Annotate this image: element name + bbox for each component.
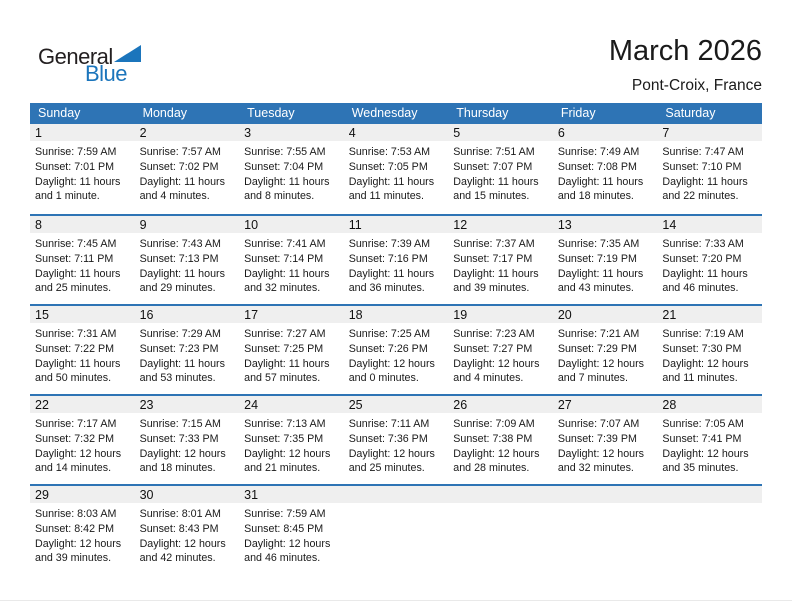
- daylight-text: Daylight: 12 hours: [139, 447, 226, 460]
- daylight-cont-text: and 25 minutes.: [35, 282, 112, 295]
- day-number: 4: [348, 126, 356, 140]
- sunrise-text: Sunrise: 7:29 AM: [139, 328, 221, 340]
- day-cell: [553, 124, 658, 214]
- sunset-text: Sunset: 8:43 PM: [139, 522, 219, 535]
- day-cell-body: [344, 413, 449, 476]
- day-number-band: [344, 216, 449, 233]
- daylight-cont-text: and 14 minutes.: [35, 462, 112, 475]
- day-number-band: [30, 216, 135, 233]
- daylight-cont-text: and 46 minutes.: [244, 552, 321, 565]
- weekday-cell: Monday: [142, 106, 188, 120]
- day-number-band: [30, 486, 135, 503]
- day-cell-body: [135, 413, 240, 476]
- sunrise-text: Sunrise: 7:27 AM: [244, 328, 326, 340]
- sunrise-text: Sunrise: 7:39 AM: [348, 238, 431, 250]
- day-cell-body: [553, 503, 658, 507]
- daylight-text: Daylight: 11 hours: [35, 175, 121, 188]
- daylight-text: Daylight: 11 hours: [662, 267, 748, 280]
- daylight-cont-text: and 57 minutes.: [244, 372, 321, 385]
- day-number-band: [239, 306, 344, 323]
- sunset-text: Sunset: 7:27 PM: [453, 342, 533, 355]
- day-cell: [239, 486, 344, 574]
- day-cell: [344, 486, 449, 574]
- daylight-text: Daylight: 12 hours: [662, 447, 749, 460]
- weekday-cell: Thursday: [456, 106, 509, 120]
- day-number: 5: [453, 126, 461, 140]
- daylight-text: Daylight: 11 hours: [139, 357, 225, 370]
- sunset-text: Sunset: 7:25 PM: [244, 342, 324, 355]
- day-number: 17: [244, 308, 259, 322]
- week-row: [30, 484, 762, 574]
- day-cell-body: [657, 233, 762, 296]
- day-cell: [30, 124, 135, 214]
- day-cell: [657, 124, 762, 214]
- sunrise-text: Sunrise: 7:41 AM: [244, 238, 326, 250]
- day-cell-body: [30, 141, 135, 204]
- day-number-band: [657, 306, 762, 323]
- day-number: 9: [139, 218, 147, 232]
- daylight-text: Daylight: 12 hours: [453, 447, 540, 460]
- daylight-cont-text: and 21 minutes.: [244, 462, 321, 475]
- day-number-band: [239, 124, 344, 141]
- day-number: 28: [662, 398, 677, 412]
- day-number-band: [135, 216, 240, 233]
- daylight-text: Daylight: 11 hours: [139, 267, 225, 280]
- day-number-band: [30, 396, 135, 413]
- sunset-text: Sunset: 7:38 PM: [453, 432, 533, 445]
- daylight-cont-text: and 11 minutes.: [662, 372, 738, 385]
- sunset-text: Sunset: 7:36 PM: [348, 432, 428, 445]
- sunrise-text: Sunrise: 7:59 AM: [244, 508, 326, 520]
- daylight-text: Daylight: 11 hours: [557, 175, 644, 188]
- weekday-cell: Sunday: [38, 106, 81, 120]
- calendar-weeks: [30, 124, 762, 574]
- day-cell: [30, 396, 135, 484]
- day-cell-body: [239, 323, 344, 386]
- sunset-text: Sunset: 7:32 PM: [35, 432, 115, 445]
- day-cell: [448, 396, 553, 484]
- sunrise-text: Sunrise: 7:55 AM: [244, 146, 326, 158]
- day-cell: [344, 396, 449, 484]
- sunset-text: Sunset: 7:22 PM: [35, 342, 115, 355]
- day-number: 29: [35, 488, 49, 502]
- daylight-cont-text: and 15 minutes.: [453, 190, 530, 203]
- daylight-text: Daylight: 11 hours: [348, 175, 435, 188]
- daylight-text: Daylight: 11 hours: [139, 175, 225, 188]
- daylight-cont-text: and 4 minutes.: [453, 372, 524, 385]
- day-cell-body: [553, 233, 658, 296]
- daylight-cont-text: and 46 minutes.: [662, 282, 739, 295]
- day-number-band: [30, 124, 135, 141]
- sunrise-text: Sunrise: 7:49 AM: [557, 146, 640, 158]
- daylight-text: Daylight: 12 hours: [557, 447, 644, 460]
- daylight-text: Daylight: 11 hours: [453, 267, 539, 280]
- daylight-text: Daylight: 12 hours: [244, 537, 331, 550]
- day-number-band: [448, 216, 553, 233]
- day-number: 21: [662, 308, 677, 322]
- day-number: 1: [35, 126, 42, 140]
- day-cell: [553, 216, 658, 304]
- sunset-text: Sunset: 8:42 PM: [35, 522, 115, 535]
- day-cell-body: [30, 323, 135, 386]
- weekday-cell: Saturday: [665, 106, 716, 120]
- daylight-text: Daylight: 12 hours: [348, 447, 435, 460]
- daylight-cont-text: and 32 minutes.: [244, 282, 321, 295]
- day-cell-body: [344, 141, 449, 204]
- day-cell: [553, 486, 658, 574]
- sunrise-text: Sunrise: 8:03 AM: [35, 508, 117, 520]
- location-subtitle: Pont-Croix, France: [631, 76, 762, 94]
- day-cell-body: [344, 323, 449, 386]
- day-cell-body: [239, 233, 344, 296]
- day-cell-body: [553, 413, 658, 476]
- sunset-text: Sunset: 7:20 PM: [662, 252, 742, 265]
- day-cell: [657, 396, 762, 484]
- sunrise-text: Sunrise: 7:35 AM: [557, 238, 640, 250]
- day-number-band: [553, 486, 658, 503]
- sunset-text: Sunset: 7:39 PM: [557, 432, 637, 445]
- sunrise-text: Sunrise: 7:07 AM: [557, 418, 640, 430]
- day-cell: [344, 216, 449, 304]
- sunset-text: Sunset: 7:11 PM: [35, 252, 114, 265]
- calendar-table: [30, 103, 762, 574]
- logo-text-general: General: [38, 44, 113, 69]
- daylight-cont-text: and 18 minutes.: [139, 462, 216, 475]
- daylight-text: Daylight: 11 hours: [244, 175, 330, 188]
- day-cell: [657, 306, 762, 394]
- sunset-text: Sunset: 7:30 PM: [662, 342, 742, 355]
- sunset-text: Sunset: 7:05 PM: [348, 160, 428, 173]
- daylight-text: Daylight: 11 hours: [35, 267, 121, 280]
- daylight-text: Daylight: 11 hours: [348, 267, 435, 280]
- day-cell-body: [448, 413, 553, 476]
- day-cell: [30, 306, 135, 394]
- day-cell: [239, 396, 344, 484]
- sunrise-text: Sunrise: 7:57 AM: [139, 146, 221, 158]
- day-cell: [344, 124, 449, 214]
- logo-text-blue: Blue: [85, 61, 128, 86]
- sunset-text: Sunset: 7:01 PM: [35, 160, 115, 173]
- day-number-band: [448, 124, 553, 141]
- daylight-cont-text: and 39 minutes.: [453, 282, 530, 295]
- sunrise-text: Sunrise: 7:31 AM: [35, 328, 117, 340]
- daylight-text: Daylight: 11 hours: [244, 267, 330, 280]
- day-number: 19: [453, 308, 468, 322]
- day-number: 27: [557, 398, 572, 412]
- sunrise-text: Sunrise: 7:25 AM: [348, 328, 431, 340]
- sunset-text: Sunset: 7:33 PM: [139, 432, 219, 445]
- day-cell-body: [553, 323, 658, 386]
- day-cell: [135, 486, 240, 574]
- week-row: [30, 124, 762, 214]
- day-cell-body: [30, 413, 135, 476]
- day-cell: [135, 306, 240, 394]
- sunrise-text: Sunrise: 7:21 AM: [557, 328, 640, 340]
- week-row: [30, 304, 762, 394]
- day-number: 16: [139, 308, 154, 322]
- daylight-cont-text: and 35 minutes.: [662, 462, 739, 475]
- sunrise-text: Sunrise: 8:01 AM: [139, 508, 221, 520]
- day-number-band: [553, 216, 658, 233]
- day-cell-body: [553, 141, 658, 204]
- day-cell: [657, 486, 762, 574]
- day-cell: [448, 306, 553, 394]
- sunrise-text: Sunrise: 7:23 AM: [453, 328, 535, 340]
- day-number-band: [239, 396, 344, 413]
- week-row: [30, 214, 762, 304]
- daylight-text: Daylight: 12 hours: [35, 537, 122, 550]
- day-number: 11: [348, 218, 362, 232]
- day-number-band: [344, 396, 449, 413]
- day-cell-body: [657, 503, 762, 507]
- daylight-text: Daylight: 12 hours: [35, 447, 122, 460]
- day-number: 20: [557, 308, 572, 322]
- day-cell: [239, 124, 344, 214]
- day-cell-body: [239, 413, 344, 476]
- day-cell: [344, 306, 449, 394]
- sunset-text: Sunset: 7:07 PM: [453, 160, 533, 173]
- daylight-text: Daylight: 11 hours: [662, 175, 748, 188]
- daylight-cont-text: and 43 minutes.: [557, 282, 634, 295]
- sunrise-text: Sunrise: 7:05 AM: [662, 418, 744, 430]
- sunrise-text: Sunrise: 7:37 AM: [453, 238, 535, 250]
- day-cell: [553, 306, 658, 394]
- day-cell-body: [135, 503, 240, 566]
- day-number: 24: [244, 398, 259, 412]
- daylight-cont-text: and 11 minutes.: [348, 190, 424, 203]
- day-number: 8: [35, 218, 42, 232]
- day-cell: [448, 124, 553, 214]
- sunset-text: Sunset: 7:26 PM: [348, 342, 428, 355]
- weekday-cell: Friday: [560, 106, 596, 120]
- day-number: 6: [557, 126, 565, 140]
- day-number-band: [135, 486, 240, 503]
- daylight-cont-text: and 39 minutes.: [35, 552, 112, 565]
- daylight-cont-text: and 42 minutes.: [139, 552, 216, 565]
- daylight-cont-text: and 1 minute.: [35, 190, 100, 203]
- day-number-band: [239, 486, 344, 503]
- day-number-band: [657, 486, 762, 503]
- sunrise-text: Sunrise: 7:51 AM: [453, 146, 535, 158]
- day-number: 31: [244, 488, 259, 502]
- day-number-band: [135, 124, 240, 141]
- day-number: 3: [244, 126, 252, 140]
- day-number-band: [553, 124, 658, 141]
- title-block: [609, 36, 762, 95]
- day-number-band: [657, 396, 762, 413]
- day-cell: [553, 396, 658, 484]
- sunset-text: Sunset: 7:23 PM: [139, 342, 219, 355]
- sunset-text: Sunset: 7:08 PM: [557, 160, 637, 173]
- daylight-text: Daylight: 11 hours: [244, 357, 330, 370]
- sunset-text: Sunset: 7:14 PM: [244, 252, 324, 265]
- day-number: 7: [662, 126, 670, 140]
- sunset-text: Sunset: 7:10 PM: [662, 160, 742, 173]
- sunrise-text: Sunrise: 7:15 AM: [139, 418, 221, 430]
- weekday-cell: Wednesday: [351, 106, 418, 120]
- daylight-cont-text: and 25 minutes.: [348, 462, 425, 475]
- day-number-band: [553, 306, 658, 323]
- daylight-cont-text: and 8 minutes.: [244, 190, 315, 203]
- sunrise-text: Sunrise: 7:43 AM: [139, 238, 221, 250]
- day-cell: [135, 396, 240, 484]
- day-number-band: [135, 306, 240, 323]
- daylight-text: Daylight: 12 hours: [453, 357, 540, 370]
- day-cell: [135, 216, 240, 304]
- sunrise-text: Sunrise: 7:09 AM: [453, 418, 535, 430]
- daylight-cont-text: and 28 minutes.: [453, 462, 530, 475]
- day-number-band: [448, 396, 553, 413]
- day-cell-body: [657, 323, 762, 386]
- day-number-band: [344, 306, 449, 323]
- day-cell-body: [344, 503, 449, 507]
- sunset-text: Sunset: 7:35 PM: [244, 432, 324, 445]
- sunrise-text: Sunrise: 7:59 AM: [35, 146, 117, 158]
- day-cell: [135, 124, 240, 214]
- day-number-band: [239, 216, 344, 233]
- sunrise-text: Sunrise: 7:47 AM: [662, 146, 744, 158]
- day-cell: [30, 486, 135, 574]
- day-number-band: [344, 486, 449, 503]
- sunset-text: Sunset: 7:04 PM: [244, 160, 324, 173]
- daylight-text: Daylight: 11 hours: [453, 175, 539, 188]
- day-number: 15: [35, 308, 49, 322]
- day-cell-body: [135, 323, 240, 386]
- day-number-band: [657, 216, 762, 233]
- sunset-text: Sunset: 8:45 PM: [244, 522, 324, 535]
- sunrise-text: Sunrise: 7:53 AM: [348, 146, 431, 158]
- daylight-cont-text: and 29 minutes.: [139, 282, 216, 295]
- day-cell: [657, 216, 762, 304]
- day-number: 25: [348, 398, 363, 412]
- day-cell: [239, 216, 344, 304]
- day-cell-body: [135, 141, 240, 204]
- day-number-band: [448, 486, 553, 503]
- day-number: 18: [348, 308, 363, 322]
- daylight-text: Daylight: 12 hours: [244, 447, 331, 460]
- daylight-text: Daylight: 12 hours: [139, 537, 226, 550]
- day-cell-body: [30, 233, 135, 296]
- daylight-cont-text: and 32 minutes.: [557, 462, 634, 475]
- daylight-text: Daylight: 11 hours: [35, 357, 121, 370]
- day-cell-body: [239, 503, 344, 566]
- sunset-text: Sunset: 7:41 PM: [662, 432, 742, 445]
- day-cell-body: [657, 413, 762, 476]
- daylight-text: Daylight: 11 hours: [557, 267, 644, 280]
- day-number: 26: [453, 398, 468, 412]
- daylight-cont-text: and 4 minutes.: [139, 190, 210, 203]
- daylight-cont-text: and 18 minutes.: [557, 190, 634, 203]
- sunset-text: Sunset: 7:16 PM: [348, 252, 428, 265]
- daylight-cont-text: and 50 minutes.: [35, 372, 112, 385]
- daylight-cont-text: and 36 minutes.: [348, 282, 425, 295]
- day-number: 22: [35, 398, 49, 412]
- day-number: 23: [139, 398, 154, 412]
- daylight-cont-text: and 22 minutes.: [662, 190, 739, 203]
- month-title: March 2026: [608, 35, 762, 67]
- day-cell-body: [657, 141, 762, 204]
- day-cell-body: [344, 233, 449, 296]
- sunrise-text: Sunrise: 7:13 AM: [244, 418, 326, 430]
- sunrise-text: Sunrise: 7:19 AM: [662, 328, 744, 340]
- sunset-text: Sunset: 7:17 PM: [453, 252, 533, 265]
- day-number: 10: [244, 218, 259, 232]
- week-row: [30, 394, 762, 484]
- daylight-text: Daylight: 12 hours: [662, 357, 749, 370]
- logo-triangle-icon: [114, 45, 141, 62]
- day-cell: [448, 216, 553, 304]
- day-number: 30: [139, 488, 154, 502]
- day-cell-body: [239, 141, 344, 204]
- day-number-band: [30, 306, 135, 323]
- day-cell-body: [135, 233, 240, 296]
- day-cell-body: [30, 503, 135, 566]
- day-cell-body: [448, 323, 553, 386]
- day-number: 13: [557, 218, 572, 232]
- daylight-cont-text: and 0 minutes.: [348, 372, 419, 385]
- daylight-cont-text: and 53 minutes.: [139, 372, 216, 385]
- sunset-text: Sunset: 7:29 PM: [557, 342, 637, 355]
- general-blue-logo: [38, 44, 168, 94]
- day-number-band: [448, 306, 553, 323]
- sunrise-text: Sunrise: 7:17 AM: [35, 418, 117, 430]
- weekday-cell: Tuesday: [247, 106, 295, 120]
- day-cell: [448, 486, 553, 574]
- day-cell-body: [448, 233, 553, 296]
- sunrise-text: Sunrise: 7:11 AM: [348, 418, 430, 430]
- day-number: 2: [139, 126, 147, 140]
- sunrise-text: Sunrise: 7:33 AM: [662, 238, 744, 250]
- day-number-band: [135, 396, 240, 413]
- sunrise-text: Sunrise: 7:45 AM: [35, 238, 117, 250]
- page-bottom-divider: [0, 600, 792, 601]
- day-cell-body: [448, 141, 553, 204]
- weekday-header: [30, 103, 762, 124]
- sunset-text: Sunset: 7:13 PM: [139, 252, 219, 265]
- day-number: 14: [662, 218, 677, 232]
- day-cell: [30, 216, 135, 304]
- daylight-text: Daylight: 12 hours: [557, 357, 644, 370]
- day-cell-body: [448, 503, 553, 507]
- day-number-band: [344, 124, 449, 141]
- day-cell: [239, 306, 344, 394]
- daylight-text: Daylight: 12 hours: [348, 357, 435, 370]
- day-number-band: [657, 124, 762, 141]
- day-number: 12: [453, 218, 468, 232]
- day-number-band: [553, 396, 658, 413]
- sunset-text: Sunset: 7:02 PM: [139, 160, 219, 173]
- sunset-text: Sunset: 7:19 PM: [557, 252, 637, 265]
- daylight-cont-text: and 7 minutes.: [557, 372, 628, 385]
